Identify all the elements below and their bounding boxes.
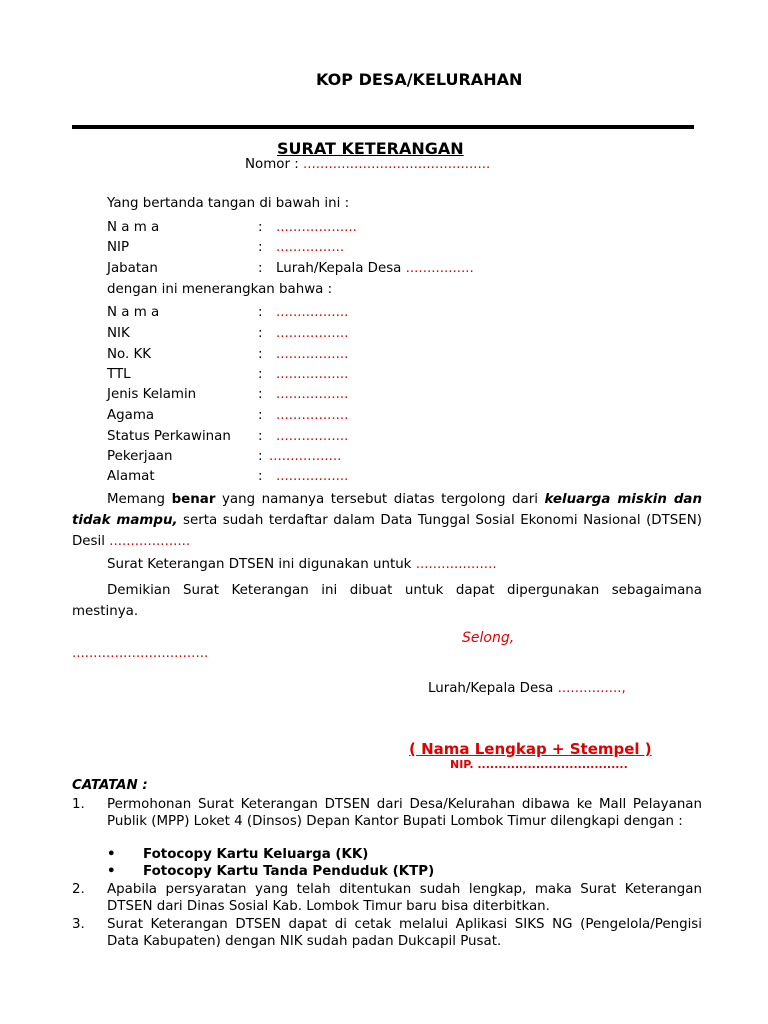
document-title: SURAT KETERANGAN	[277, 139, 464, 158]
notes-heading: CATATAN :	[72, 778, 148, 793]
purpose-line: Surat Keterangan DTSEN ini digunakan untuk ...................	[107, 557, 497, 572]
purpose-value: ...................	[415, 557, 497, 572]
document-number-value: ............................................	[302, 157, 491, 172]
letterhead-placeholder: KOP DESA/KELURAHAN	[316, 70, 523, 89]
signature-date: ................................	[72, 646, 209, 661]
signer-name: ( Nama Lengkap + Stempel )	[409, 740, 652, 758]
intro-text: Yang bertanda tangan di bawah ini :	[107, 196, 350, 211]
closing-paragraph: Demikian Surat Keterangan ini dibuat untuk dapat dipergunakan sebagaimana mestinya.	[72, 583, 702, 619]
signer-nip: NIP. ....................................	[450, 758, 628, 771]
bullet-icon: •	[107, 847, 116, 862]
declaration-text: dengan ini menerangkan bahwa :	[107, 282, 333, 297]
document-number: Nomor : ............................................	[245, 157, 491, 172]
signature-place: Selong,	[462, 630, 515, 646]
desil-value: ...................	[109, 534, 191, 549]
header-rule	[72, 125, 694, 129]
statement-paragraph: Memang benar yang namanya tersebut diatas tergolong dari keluarga miskin dan tidak mampu, serta sudah terdaftar dalam Data Tunggal Sosial Ekonomi Nasional (DTSEN) Desil ...................	[72, 492, 703, 549]
bullet-icon: •	[107, 864, 116, 879]
signer-position: Lurah/Kepala Desa ...............,	[428, 681, 626, 696]
